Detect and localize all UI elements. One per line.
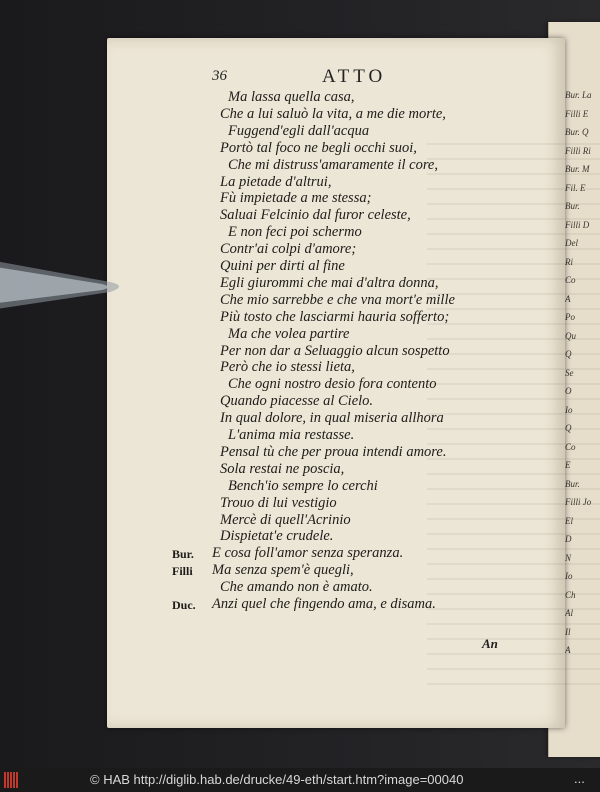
verse-line: Anzi quel che fingendo ama, e disama.: [212, 596, 436, 612]
facing-line: Bur. M: [565, 164, 590, 174]
verse-line: Saluai Felcinio dal furor celeste,: [220, 207, 411, 224]
source-url[interactable]: © HAB http://diglib.hab.de/drucke/49-eth/start.htm?image=00040: [90, 772, 464, 787]
facing-line: Bur.: [565, 201, 580, 211]
facing-line: Filli D: [565, 219, 590, 230]
verse-line: Fuggend'egli dall'acqua: [228, 122, 370, 139]
facing-line: El: [565, 515, 573, 526]
facing-line: Ch: [565, 589, 576, 600]
verse-line: In qual dolore, in qual miseria allhora: [220, 410, 444, 427]
verse-line: Pensal tù che per proua intendi amore.: [220, 443, 447, 460]
facing-line: D: [565, 534, 572, 544]
facing-line: Filli Ri: [565, 145, 591, 156]
more-icon[interactable]: ...: [574, 771, 585, 786]
verse-line: Che mio sarrebbe e che vna mort'e mille: [220, 291, 455, 308]
verse-line: Mercè di quell'Acrinio: [220, 511, 351, 528]
verse-line: Più tosto che lasciarmi hauria sofferto;: [220, 308, 450, 325]
verse-line: Trouo di lui vestigio: [220, 494, 337, 511]
facing-line: Filli E: [565, 108, 589, 119]
facing-line: A: [565, 645, 571, 655]
verse-line: Sola restai ne poscia,: [220, 460, 345, 477]
verse-line: Ma lassa quella casa,: [228, 89, 355, 105]
facing-line: Filli Jo: [565, 497, 592, 507]
facing-line: Q: [565, 423, 572, 433]
facing-line: Q: [565, 349, 572, 359]
facing-line: Bur. Q: [565, 127, 589, 137]
facing-line: Po: [565, 312, 575, 322]
running-head: ATTO: [322, 66, 387, 87]
verse-line: Portò tal foco ne begli occhi suoi,: [220, 139, 417, 156]
verse-line: Che mi distruss'amaramente il core,: [228, 156, 438, 173]
verse-line: Per non dar a Seluaggio alcun sospetto: [220, 342, 450, 359]
facing-line: Bur.: [565, 478, 580, 489]
speaker-label: Bur.: [172, 547, 194, 562]
facing-line: N: [565, 552, 572, 563]
facing-line: Il: [565, 626, 571, 637]
facing-line: E: [565, 460, 571, 470]
verse-line: Ma senza spem'è quegli,: [212, 562, 354, 579]
facing-line: Ri: [565, 256, 573, 267]
facing-line: Io: [565, 571, 573, 581]
facing-line: Qu: [565, 330, 576, 341]
page-clip-shadow: [0, 252, 140, 312]
verse-line: La pietade d'altrui,: [220, 173, 332, 190]
speaker-label: Duc.: [172, 598, 196, 612]
facing-line: A: [565, 293, 571, 304]
speaker-label: Filli: [172, 564, 193, 579]
facing-line: Fil. E: [565, 182, 586, 193]
facing-line: Al: [565, 608, 573, 618]
facing-line: Io: [565, 404, 573, 415]
facing-line: Del: [565, 238, 578, 248]
verse-line: Fù impietade a me stessa;: [220, 190, 372, 207]
verse-line: Egli giurommi che mai d'altra donna,: [220, 274, 439, 291]
facing-line: Co: [565, 275, 576, 285]
catchword: An: [482, 636, 498, 651]
page-number: 36: [212, 68, 227, 84]
verse-line: Ma che volea partire: [228, 325, 350, 342]
show-through: [427, 130, 600, 690]
verse-line: Che a lui saluò la vita, a me die morte,: [220, 105, 446, 122]
hab-logo-icon: [4, 772, 22, 788]
verse-line: Contr'ai colpi d'amore;: [220, 241, 357, 258]
verse-line: E non feci poi schermo: [228, 224, 362, 241]
facing-line: Bur. La: [565, 90, 592, 100]
verse-line: L'anima mia restasse.: [228, 427, 355, 443]
verse-line: Quini per dirti al fine: [220, 258, 345, 274]
verse-line: Però che io stessi lieta,: [220, 359, 355, 376]
verse-line: Che ogni nostro desio fora contento: [228, 376, 437, 393]
verse-line: Che amando non è amato.: [220, 579, 373, 596]
facing-line: Se: [565, 367, 574, 378]
verse-line: E cosa foll'amor senza speranza.: [212, 545, 404, 562]
verse-line: Bench'io sempre lo cerchi: [228, 477, 378, 494]
verse-line: Dispietat'e crudele.: [220, 528, 334, 545]
verse-line: Quando piacesse al Cielo.: [220, 393, 374, 410]
footer-bar: [0, 768, 600, 792]
facing-line: O: [565, 386, 572, 396]
facing-line: Co: [565, 441, 576, 452]
